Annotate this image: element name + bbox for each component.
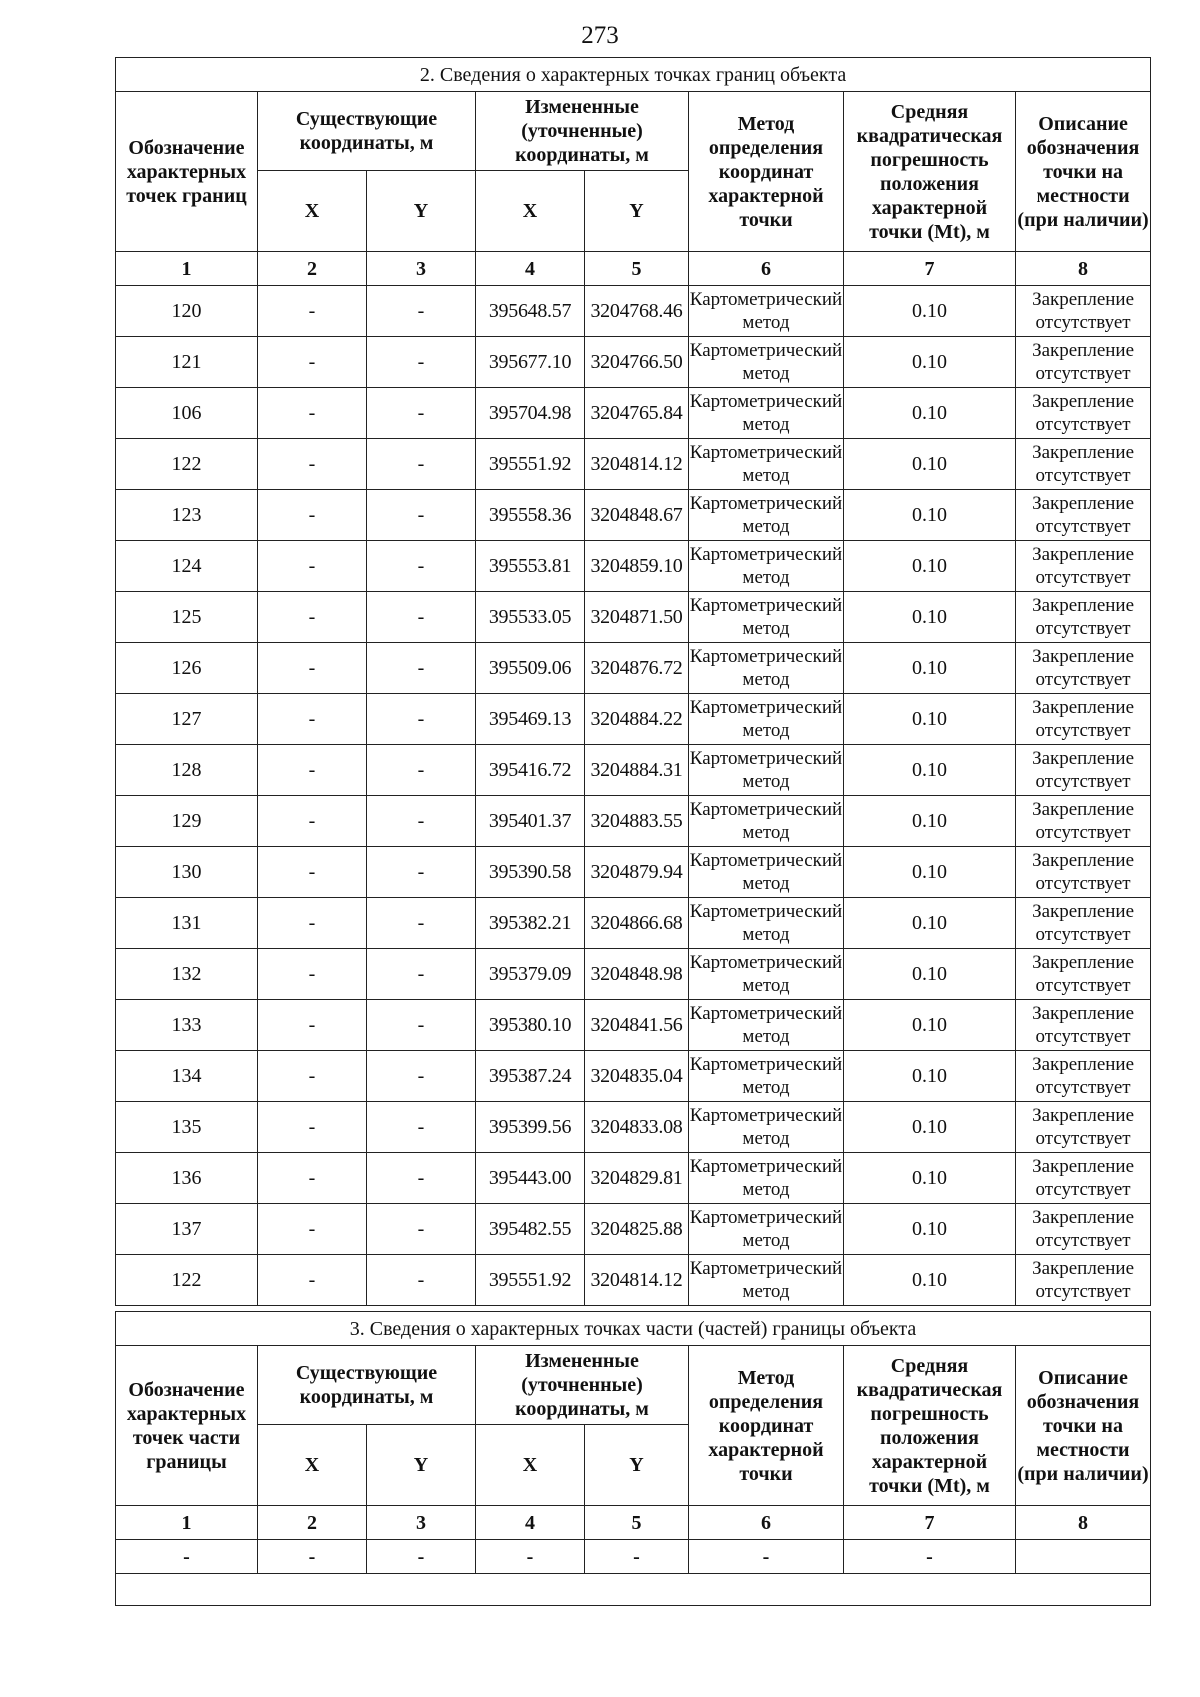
cell-description: Закрепление отсутствует xyxy=(1016,541,1151,592)
cell-point-id: 122 xyxy=(116,1255,258,1306)
cell: - xyxy=(844,1540,1016,1574)
cell-existing-x: - xyxy=(258,490,367,541)
cell-description: Закрепление отсутствует xyxy=(1016,847,1151,898)
column-number: 6 xyxy=(689,1506,844,1540)
cell-description: Закрепление отсутствует xyxy=(1016,796,1151,847)
cell-method: Картометрический метод xyxy=(689,796,844,847)
cell-existing-x: - xyxy=(258,796,367,847)
part-boundary-points-table xyxy=(115,1311,1151,1606)
cell-existing-y: - xyxy=(367,643,476,694)
cell-description: Закрепление отсутствует xyxy=(1016,439,1151,490)
table-row xyxy=(116,745,1151,796)
cell-changed-y: 3204866.68 xyxy=(585,898,689,949)
cell-existing-y: - xyxy=(367,286,476,337)
cell-existing-y: - xyxy=(367,745,476,796)
cell-description: Закрепление отсутствует xyxy=(1016,490,1151,541)
cell-changed-x: 395533.05 xyxy=(476,592,585,643)
cell: - xyxy=(689,1540,844,1574)
header-method: Метод определения координат характерной точки xyxy=(689,1346,844,1506)
table-row xyxy=(116,1255,1151,1306)
cell-mean-error: 0.10 xyxy=(844,1102,1016,1153)
cell-changed-x: 395469.13 xyxy=(476,694,585,745)
cell-changed-x: 395558.36 xyxy=(476,490,585,541)
cell-changed-y: 3204766.50 xyxy=(585,337,689,388)
cell-changed-y: 3204814.12 xyxy=(585,439,689,490)
cell-mean-error: 0.10 xyxy=(844,949,1016,1000)
header-mean-error: Средняя квадратическая погрешность положения характерной точки (Mt), м xyxy=(844,92,1016,252)
cell-description: Закрепление отсутствует xyxy=(1016,388,1151,439)
empty-row xyxy=(116,1574,1151,1606)
column-number: 1 xyxy=(116,252,258,286)
header-y: Y xyxy=(585,171,689,252)
table-row xyxy=(116,1153,1151,1204)
cell-changed-x: 395509.06 xyxy=(476,643,585,694)
table-row xyxy=(116,694,1151,745)
cell-mean-error: 0.10 xyxy=(844,898,1016,949)
cell-description: Закрепление отсутствует xyxy=(1016,898,1151,949)
cell-method: Картометрический метод xyxy=(689,949,844,1000)
cell-method: Картометрический метод xyxy=(689,643,844,694)
cell-mean-error: 0.10 xyxy=(844,388,1016,439)
cell-existing-x: - xyxy=(258,286,367,337)
cell-method: Картометрический метод xyxy=(689,439,844,490)
table-row xyxy=(116,1000,1151,1051)
cell-point-id: 129 xyxy=(116,796,258,847)
header-x: X xyxy=(258,171,367,252)
cell-point-id: 122 xyxy=(116,439,258,490)
header-point-designation: Обозначение характерных точек части границы xyxy=(116,1346,258,1506)
cell-method: Картометрический метод xyxy=(689,490,844,541)
column-number: 6 xyxy=(689,252,844,286)
cell-existing-y: - xyxy=(367,1255,476,1306)
column-number: 8 xyxy=(1016,1506,1151,1540)
cell-point-id: 132 xyxy=(116,949,258,1000)
cell-existing-x: - xyxy=(258,541,367,592)
cell-description: Закрепление отсутствует xyxy=(1016,1255,1151,1306)
cell-method: Картометрический метод xyxy=(689,1102,844,1153)
header-y: Y xyxy=(367,171,476,252)
column-number: 3 xyxy=(367,252,476,286)
header-description: Описание обозначения точки на местности (при наличии) xyxy=(1016,92,1151,252)
cell-existing-y: - xyxy=(367,949,476,1000)
header-x: X xyxy=(476,1425,585,1506)
boundary-points-table xyxy=(115,57,1151,1306)
table-row xyxy=(116,1204,1151,1255)
cell: - xyxy=(476,1540,585,1574)
cell-mean-error: 0.10 xyxy=(844,847,1016,898)
cell-existing-x: - xyxy=(258,745,367,796)
cell-existing-y: - xyxy=(367,898,476,949)
cell-mean-error: 0.10 xyxy=(844,745,1016,796)
cell-point-id: 128 xyxy=(116,745,258,796)
cell-existing-x: - xyxy=(258,1255,367,1306)
cell-changed-x: 395416.72 xyxy=(476,745,585,796)
header-changed-coordinates: Измененные (уточненные) координаты, м xyxy=(476,92,689,171)
table-row xyxy=(116,847,1151,898)
cell-changed-x: 395553.81 xyxy=(476,541,585,592)
cell-existing-y: - xyxy=(367,388,476,439)
cell-existing-x: - xyxy=(258,949,367,1000)
cell-mean-error: 0.10 xyxy=(844,592,1016,643)
cell-description: Закрепление отсутствует xyxy=(1016,643,1151,694)
cell-description: Закрепление отсутствует xyxy=(1016,337,1151,388)
cell-mean-error: 0.10 xyxy=(844,1153,1016,1204)
table-row xyxy=(116,337,1151,388)
cell-changed-y: 3204884.22 xyxy=(585,694,689,745)
cell-changed-y: 3204848.98 xyxy=(585,949,689,1000)
cell-point-id: 123 xyxy=(116,490,258,541)
table-row xyxy=(116,388,1151,439)
cell-method: Картометрический метод xyxy=(689,388,844,439)
cell-changed-x: 395382.21 xyxy=(476,898,585,949)
header-description: Описание обозначения точки на местности (при наличии) xyxy=(1016,1346,1151,1506)
column-number: 1 xyxy=(116,1506,258,1540)
cell-changed-y: 3204884.31 xyxy=(585,745,689,796)
table-row xyxy=(116,592,1151,643)
cell-mean-error: 0.10 xyxy=(844,541,1016,592)
cell-method: Картометрический метод xyxy=(689,541,844,592)
cell-existing-x: - xyxy=(258,337,367,388)
cell-existing-y: - xyxy=(367,541,476,592)
cell-changed-x: 395648.57 xyxy=(476,286,585,337)
cell-method: Картометрический метод xyxy=(689,1204,844,1255)
cell-point-id: 134 xyxy=(116,1051,258,1102)
cell-existing-y: - xyxy=(367,1051,476,1102)
section-title: 2. Сведения о характерных точках границ объекта xyxy=(116,58,1151,92)
cell-existing-x: - xyxy=(258,1051,367,1102)
header-y: Y xyxy=(585,1425,689,1506)
cell-mean-error: 0.10 xyxy=(844,1204,1016,1255)
cell-changed-y: 3204768.46 xyxy=(585,286,689,337)
cell-changed-x: 395390.58 xyxy=(476,847,585,898)
cell-mean-error: 0.10 xyxy=(844,1000,1016,1051)
cell-existing-y: - xyxy=(367,1153,476,1204)
cell-method: Картометрический метод xyxy=(689,592,844,643)
header-method: Метод определения координат характерной точки xyxy=(689,92,844,252)
cell-existing-x: - xyxy=(258,694,367,745)
cell-changed-y: 3204841.56 xyxy=(585,1000,689,1051)
cell-point-id: 120 xyxy=(116,286,258,337)
cell-method: Картометрический метод xyxy=(689,286,844,337)
cell: - xyxy=(367,1540,476,1574)
header-changed-coordinates: Измененные (уточненные) координаты, м xyxy=(476,1346,689,1425)
cell-existing-x: - xyxy=(258,898,367,949)
column-number: 3 xyxy=(367,1506,476,1540)
cell-changed-y: 3204814.12 xyxy=(585,1255,689,1306)
cell-point-id: 130 xyxy=(116,847,258,898)
table-row xyxy=(116,1102,1151,1153)
table-row xyxy=(116,949,1151,1000)
cell-changed-y: 3204835.04 xyxy=(585,1051,689,1102)
cell-existing-x: - xyxy=(258,643,367,694)
cell-changed-y: 3204883.55 xyxy=(585,796,689,847)
cell-point-id: 126 xyxy=(116,643,258,694)
cell-changed-y: 3204876.72 xyxy=(585,643,689,694)
cell-method: Картометрический метод xyxy=(689,1255,844,1306)
cell-description: Закрепление отсутствует xyxy=(1016,592,1151,643)
cell-existing-y: - xyxy=(367,796,476,847)
cell-description: Закрепление отсутствует xyxy=(1016,745,1151,796)
cell: - xyxy=(116,1540,258,1574)
cell-point-id: 133 xyxy=(116,1000,258,1051)
cell-mean-error: 0.10 xyxy=(844,337,1016,388)
header-mean-error: Средняя квадратическая погрешность положения характерной точки (Mt), м xyxy=(844,1346,1016,1506)
cell-description: Закрепление отсутствует xyxy=(1016,286,1151,337)
cell-existing-x: - xyxy=(258,847,367,898)
cell-method: Картометрический метод xyxy=(689,898,844,949)
table-row xyxy=(116,286,1151,337)
table-row xyxy=(116,796,1151,847)
cell: - xyxy=(585,1540,689,1574)
cell-changed-x: 395380.10 xyxy=(476,1000,585,1051)
empty-cell xyxy=(116,1574,1151,1606)
cell-mean-error: 0.10 xyxy=(844,286,1016,337)
cell-existing-x: - xyxy=(258,1204,367,1255)
table-row xyxy=(116,1540,1151,1574)
page-number: 273 xyxy=(581,22,619,49)
cell-mean-error: 0.10 xyxy=(844,643,1016,694)
cell-existing-x: - xyxy=(258,388,367,439)
cell-mean-error: 0.10 xyxy=(844,1051,1016,1102)
table-row xyxy=(116,898,1151,949)
header-x: X xyxy=(476,171,585,252)
cell-method: Картометрический метод xyxy=(689,745,844,796)
table-row xyxy=(116,490,1151,541)
header-x: X xyxy=(258,1425,367,1506)
cell-method: Картометрический метод xyxy=(689,847,844,898)
cell-changed-y: 3204871.50 xyxy=(585,592,689,643)
cell-existing-y: - xyxy=(367,592,476,643)
column-number-row xyxy=(116,1506,1151,1540)
cell-existing-y: - xyxy=(367,439,476,490)
column-number-row xyxy=(116,252,1151,286)
cell-changed-x: 395704.98 xyxy=(476,388,585,439)
header-existing-coordinates: Существующие координаты, м xyxy=(258,92,476,171)
cell-changed-x: 395379.09 xyxy=(476,949,585,1000)
cell-description: Закрепление отсутствует xyxy=(1016,1153,1151,1204)
cell-changed-x: 395399.56 xyxy=(476,1102,585,1153)
cell-existing-x: - xyxy=(258,439,367,490)
cell-description: Закрепление отсутствует xyxy=(1016,1102,1151,1153)
cell xyxy=(1016,1540,1151,1574)
cell-changed-x: 395551.92 xyxy=(476,439,585,490)
cell-existing-y: - xyxy=(367,1000,476,1051)
cell-method: Картометрический метод xyxy=(689,1051,844,1102)
cell-changed-y: 3204829.81 xyxy=(585,1153,689,1204)
table-row xyxy=(116,643,1151,694)
cell-mean-error: 0.10 xyxy=(844,1255,1016,1306)
column-number: 7 xyxy=(844,1506,1016,1540)
cell-existing-y: - xyxy=(367,337,476,388)
cell-description: Закрепление отсутствует xyxy=(1016,1000,1151,1051)
cell-changed-x: 395387.24 xyxy=(476,1051,585,1102)
cell: - xyxy=(258,1540,367,1574)
cell-changed-y: 3204879.94 xyxy=(585,847,689,898)
cell-mean-error: 0.10 xyxy=(844,490,1016,541)
cell-mean-error: 0.10 xyxy=(844,796,1016,847)
cell-changed-x: 395551.92 xyxy=(476,1255,585,1306)
cell-method: Картометрический метод xyxy=(689,1153,844,1204)
column-number: 4 xyxy=(476,1506,585,1540)
cell-existing-x: - xyxy=(258,1102,367,1153)
cell-changed-x: 395443.00 xyxy=(476,1153,585,1204)
cell-mean-error: 0.10 xyxy=(844,694,1016,745)
cell-existing-y: - xyxy=(367,1204,476,1255)
cell-description: Закрепление отсутствует xyxy=(1016,949,1151,1000)
column-number: 5 xyxy=(585,252,689,286)
cell-point-id: 137 xyxy=(116,1204,258,1255)
cell-changed-x: 395677.10 xyxy=(476,337,585,388)
cell-description: Закрепление отсутствует xyxy=(1016,1204,1151,1255)
cell-existing-y: - xyxy=(367,490,476,541)
cell-existing-x: - xyxy=(258,592,367,643)
cell-point-id: 131 xyxy=(116,898,258,949)
cell-method: Картометрический метод xyxy=(689,337,844,388)
column-number: 2 xyxy=(258,252,367,286)
column-number: 5 xyxy=(585,1506,689,1540)
table-row xyxy=(116,1051,1151,1102)
cell-point-id: 136 xyxy=(116,1153,258,1204)
cell-point-id: 121 xyxy=(116,337,258,388)
header-existing-coordinates: Существующие координаты, м xyxy=(258,1346,476,1425)
column-number: 7 xyxy=(844,252,1016,286)
cell-point-id: 127 xyxy=(116,694,258,745)
cell-changed-x: 395482.55 xyxy=(476,1204,585,1255)
column-number: 8 xyxy=(1016,252,1151,286)
cell-changed-y: 3204765.84 xyxy=(585,388,689,439)
cell-point-id: 125 xyxy=(116,592,258,643)
cell-description: Закрепление отсутствует xyxy=(1016,694,1151,745)
cell-changed-y: 3204848.67 xyxy=(585,490,689,541)
cell-existing-y: - xyxy=(367,694,476,745)
table-row xyxy=(116,541,1151,592)
cell-method: Картометрический метод xyxy=(689,1000,844,1051)
cell-point-id: 106 xyxy=(116,388,258,439)
cell-changed-x: 395401.37 xyxy=(476,796,585,847)
cell-changed-y: 3204825.88 xyxy=(585,1204,689,1255)
column-number: 2 xyxy=(258,1506,367,1540)
cell-existing-y: - xyxy=(367,847,476,898)
cell-description: Закрепление отсутствует xyxy=(1016,1051,1151,1102)
header-point-designation: Обозначение характерных точек границ xyxy=(116,92,258,252)
cell-changed-y: 3204859.10 xyxy=(585,541,689,592)
cell-point-id: 135 xyxy=(116,1102,258,1153)
cell-point-id: 124 xyxy=(116,541,258,592)
table-row xyxy=(116,439,1151,490)
column-number: 4 xyxy=(476,252,585,286)
cell-existing-y: - xyxy=(367,1102,476,1153)
cell-changed-y: 3204833.08 xyxy=(585,1102,689,1153)
header-y: Y xyxy=(367,1425,476,1506)
cell-mean-error: 0.10 xyxy=(844,439,1016,490)
cell-existing-x: - xyxy=(258,1000,367,1051)
section-title: 3. Сведения о характерных точках части (частей) границы объекта xyxy=(116,1312,1151,1346)
cell-method: Картометрический метод xyxy=(689,694,844,745)
cell-existing-x: - xyxy=(258,1153,367,1204)
